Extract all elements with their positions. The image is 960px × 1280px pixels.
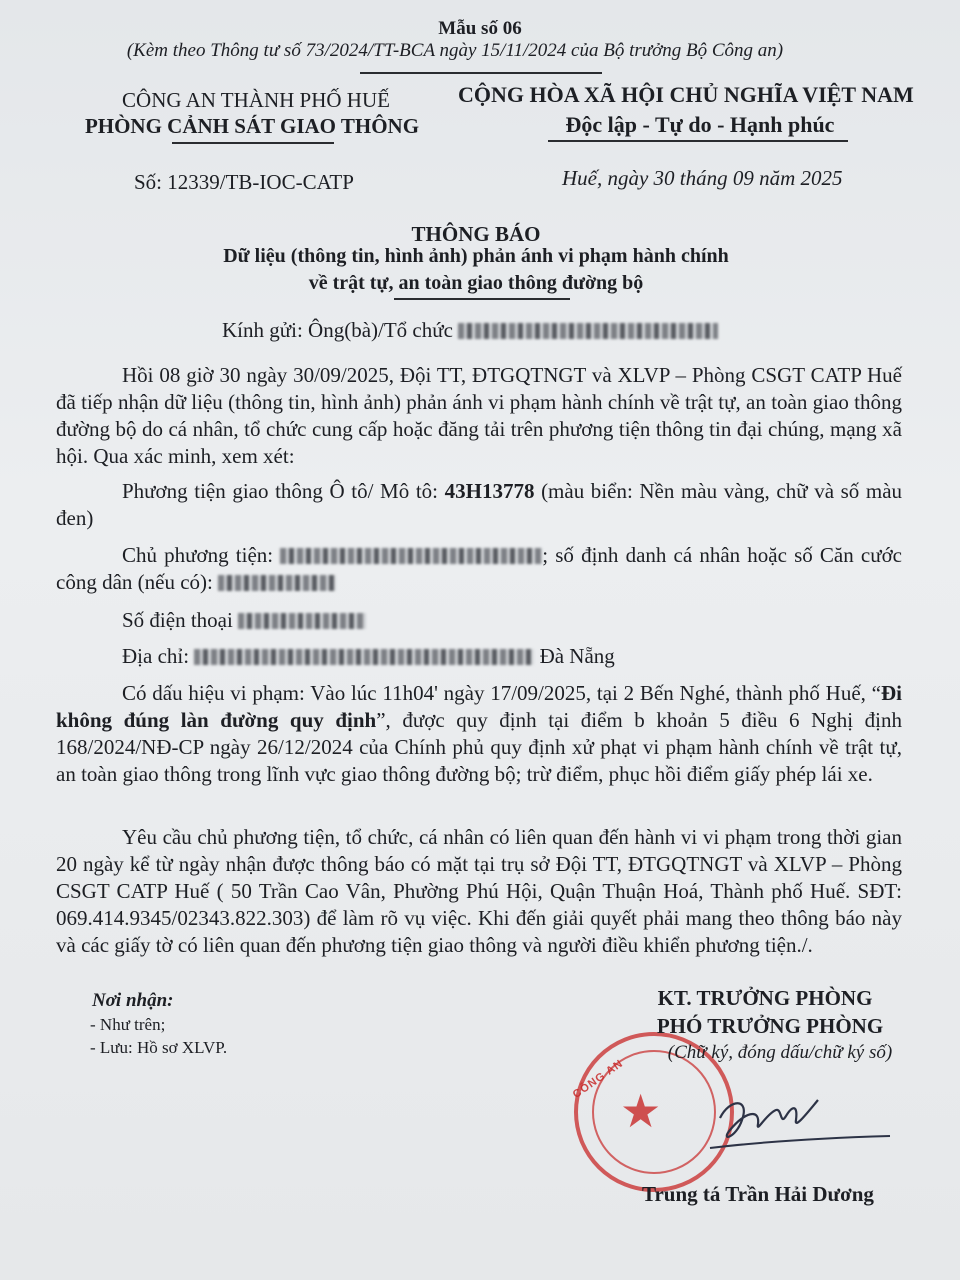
paragraph-owner: [56, 542, 902, 596]
issuer-line1: CÔNG AN THÀNH PHỐ HUẾ: [122, 88, 390, 112]
form-number: Mẫu số 06: [438, 18, 522, 39]
signer-name: Trung tá Trần Hải Dương: [642, 1182, 874, 1206]
address-label: Địa chỉ:: [122, 644, 190, 668]
recipient-label: Kính gửi: Ông(bà)/Tổ chức: [222, 318, 453, 342]
owner-id-label: ; số định danh cá nhân hoặc số Căn cước công dân (nếu có):: [56, 543, 903, 594]
recipient-item: - Lưu: Hồ sơ XLVP.: [90, 1038, 228, 1057]
redacted-address: [194, 649, 534, 665]
vehicle-label: Phương tiện giao thông Ô tô/ Mô tô:: [122, 479, 438, 503]
document-date: Huế, ngày 30 tháng 09 năm 2025: [562, 166, 843, 190]
owner-label: Chủ phương tiện:: [122, 543, 274, 567]
address-city: Đà Nẵng: [539, 644, 615, 668]
violation-text: Có dấu hiệu vi phạm: Vào lúc 11h04' ngày 17/09/2025, tại 2 Bến Nghé, thành phố Huế, “: [122, 681, 881, 705]
recipients-label: Nơi nhận:: [92, 990, 174, 1011]
signature-title-1: KT. TRƯỞNG PHÒNG: [657, 986, 873, 1010]
violation-legal-basis: ”, được quy định tại điểm b khoản 5 điều 6 Nghị định 168/2024/NĐ-CP ngày 26/12/2024 của Chính phủ quy định xử phạt vi phạm hành chính về trật tự, an toàn giao thông trong lĩnh vực giao thông đường bộ; trừ điểm, phục hồi điểm giấy phép lái xe.: [56, 708, 902, 786]
document-number: Số: 12339/TB-IOC-CATP: [134, 170, 354, 194]
paragraph-violation: [56, 680, 902, 788]
license-plate: 43H13778: [444, 479, 535, 503]
form-reference: (Kèm theo Thông tư số 73/2024/TT-BCA ngày 15/11/2024 của Bộ trưởng Bộ Công an): [126, 40, 784, 61]
address-line: [122, 644, 615, 669]
redacted-phone: [238, 613, 366, 629]
document-title: THÔNG BÁO: [411, 222, 541, 246]
divider: [548, 140, 848, 142]
phone-line: [122, 608, 366, 633]
plate-color: (màu biển: Nền màu vàng, chữ và số màu đen): [56, 479, 903, 530]
seal-text: CÔNG AN: [570, 1057, 626, 1101]
paragraph-intake: Hồi 08 giờ 30 ngày 30/09/2025, Đội TT, ĐTGQTNGT và XLVP – Phòng CSGT CATP Huế đã tiếp nhận dữ liệu (thông tin, hình ảnh) phản ánh vi phạm hành chính về trật tự, an toàn giao thông đường bộ do cá nhân, tổ chức cung cấp hoặc đăng tải trên phương tiện thông tin đại chúng, mạng xã hội. Qua xác minh, xem xét:: [56, 363, 902, 468]
nation-line1: CỘNG HÒA XÃ HỘI CHỦ NGHĨA VIỆT NAM: [458, 82, 914, 107]
paragraph-vehicle: [56, 478, 902, 532]
recipient-item: - Như trên;: [90, 1015, 166, 1034]
violation-name: Đi không đúng làn đường quy định: [56, 681, 902, 732]
divider: [360, 72, 602, 74]
document-subtitle-1: Dữ liệu (thông tin, hình ảnh) phản ánh vi phạm hành chính: [223, 245, 729, 267]
divider: [394, 298, 570, 300]
paragraph-request: Yêu cầu chủ phương tiện, tổ chức, cá nhân có liên quan đến hành vi vi phạm trong thời gian 20 ngày kể từ ngày nhận được thông báo có mặt tại trụ sở Đội TT, ĐTGQTNGT và XLVP – Phòng CSGT CATP Huế ( 50 Trần Cao Vân, Phường Phú Hội, Quận Thuận Hoá, Thành phố Huế. SĐT: 069.414.9345/02343.822.303) để làm rõ vụ việc. Khi đến giải quyết phải mang theo thông báo này và các giấy tờ có liên quan đến phương tiện giao thông và người điều khiển phương tiện./.: [56, 825, 902, 957]
divider: [172, 142, 334, 144]
issuer-line2: PHÒNG CẢNH SÁT GIAO THÔNG: [84, 114, 420, 138]
document-subtitle-2: về trật tự, an toàn giao thông đường bộ: [308, 272, 644, 294]
phone-label: Số điện thoại: [122, 608, 233, 632]
nation-motto: Độc lập - Tự do - Hạnh phúc: [565, 112, 835, 137]
recipient-line: [222, 318, 718, 343]
handwritten-signature: [690, 1090, 900, 1160]
signature-title-2: PHÓ TRƯỞNG PHÒNG: [656, 1014, 884, 1038]
redacted-recipient: [458, 323, 718, 339]
redacted-id-number: [218, 575, 336, 591]
signature-note: (Chữ ký, đóng dấu/chữ ký số): [667, 1042, 893, 1063]
redacted-owner-name: [280, 548, 542, 564]
star-icon: ★: [620, 1084, 662, 1138]
